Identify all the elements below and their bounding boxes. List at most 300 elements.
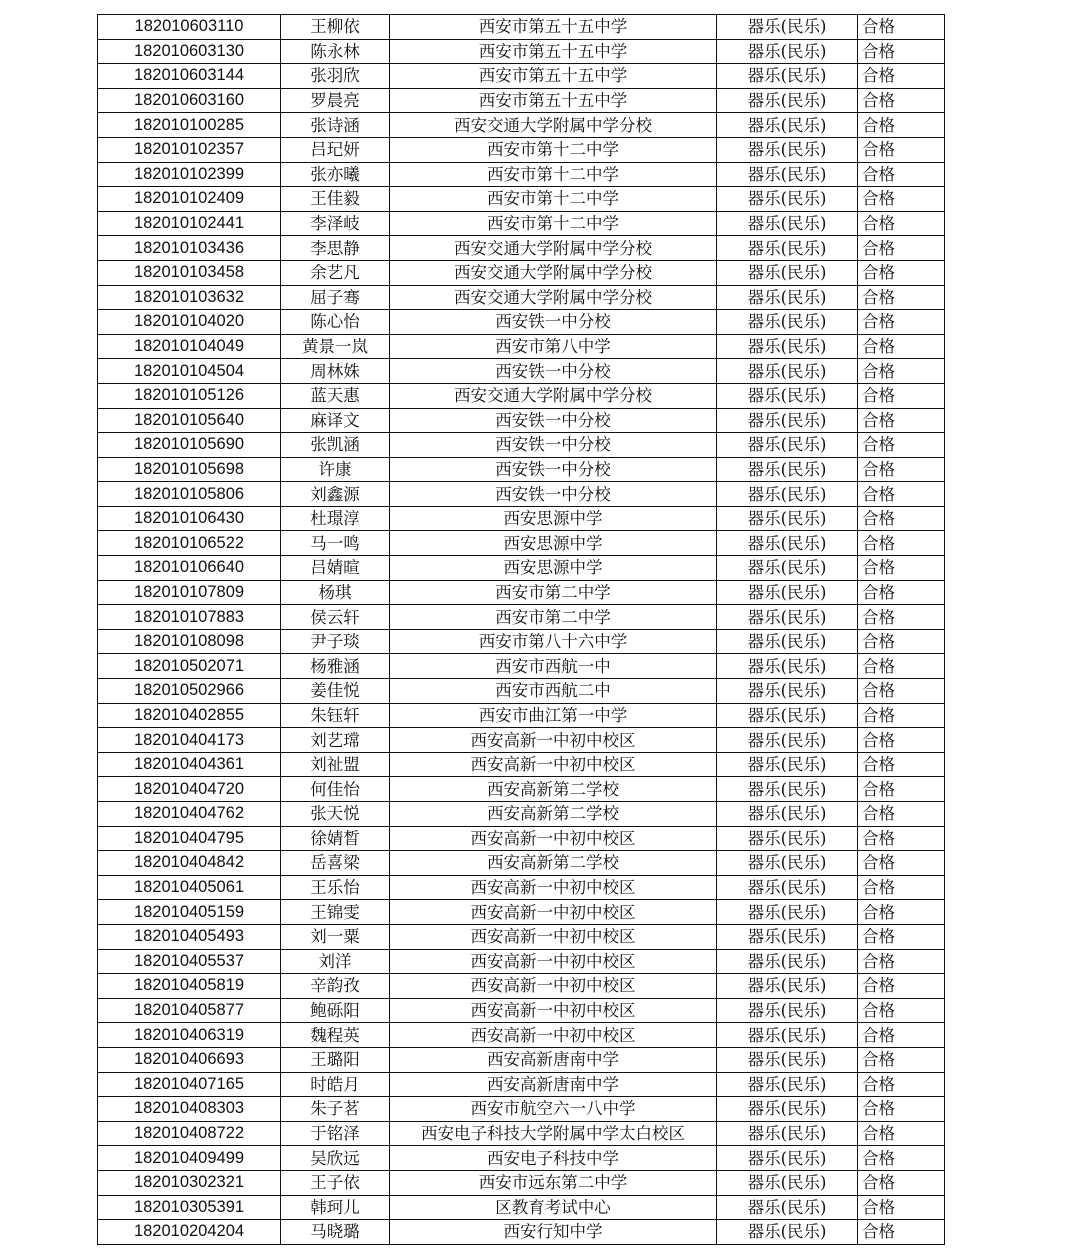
category-cell: 器乐(民乐)	[717, 777, 858, 802]
category-cell: 器乐(民乐)	[717, 285, 858, 310]
exam-id-cell: 182010404361	[98, 752, 281, 777]
school-cell: 西安铁一中分校	[390, 359, 717, 384]
result-cell: 合格	[858, 605, 945, 630]
table-row	[98, 433, 945, 458]
table-row	[98, 162, 945, 187]
table-row	[98, 531, 945, 556]
school-cell: 西安高新唐南中学	[390, 1072, 717, 1097]
category-cell: 器乐(民乐)	[717, 974, 858, 999]
result-cell: 合格	[858, 310, 945, 335]
school-cell: 西安交通大学附属中学分校	[390, 285, 717, 310]
exam-id-cell: 182010404762	[98, 802, 281, 827]
exam-id-cell: 182010502966	[98, 679, 281, 704]
school-cell: 西安铁一中分校	[390, 482, 717, 507]
table-row	[98, 187, 945, 212]
category-cell: 器乐(民乐)	[717, 260, 858, 285]
student-name-cell: 王柳依	[281, 15, 390, 40]
student-name-cell: 朱钰轩	[281, 703, 390, 728]
student-name-cell: 韩珂儿	[281, 1195, 390, 1220]
school-cell: 西安电子科技中学	[390, 1146, 717, 1171]
category-cell: 器乐(民乐)	[717, 1220, 858, 1245]
school-cell: 西安高新一中初中校区	[390, 826, 717, 851]
result-cell: 合格	[858, 802, 945, 827]
student-name-cell: 岳喜梁	[281, 851, 390, 876]
result-cell: 合格	[858, 187, 945, 212]
exam-id-cell: 182010406693	[98, 1047, 281, 1072]
result-cell: 合格	[858, 1023, 945, 1048]
student-name-cell: 王乐怡	[281, 875, 390, 900]
table-row	[98, 113, 945, 138]
category-cell: 器乐(民乐)	[717, 137, 858, 162]
table-row	[98, 851, 945, 876]
student-name-cell: 陈永林	[281, 39, 390, 64]
table-row	[98, 900, 945, 925]
result-cell: 合格	[858, 851, 945, 876]
exam-id-cell: 182010402855	[98, 703, 281, 728]
table-row	[98, 826, 945, 851]
category-cell: 器乐(民乐)	[717, 826, 858, 851]
exam-id-cell: 182010104020	[98, 310, 281, 335]
table-row	[98, 580, 945, 605]
school-cell: 西安铁一中分校	[390, 457, 717, 482]
result-cell: 合格	[858, 162, 945, 187]
exam-id-cell: 182010603130	[98, 39, 281, 64]
school-cell: 西安市航空六一八中学	[390, 1097, 717, 1122]
table-row	[98, 359, 945, 384]
exam-id-cell: 182010105690	[98, 433, 281, 458]
student-name-cell: 蓝天惠	[281, 383, 390, 408]
result-cell: 合格	[858, 137, 945, 162]
student-name-cell: 朱子茗	[281, 1097, 390, 1122]
school-cell: 西安高新第二学校	[390, 851, 717, 876]
exam-id-cell: 182010103436	[98, 236, 281, 261]
student-name-cell: 马一鸣	[281, 531, 390, 556]
result-cell: 合格	[858, 531, 945, 556]
school-cell: 西安市第五十五中学	[390, 88, 717, 113]
category-cell: 器乐(民乐)	[717, 506, 858, 531]
exam-id-cell: 182010102357	[98, 137, 281, 162]
table-row	[98, 310, 945, 335]
result-cell: 合格	[858, 900, 945, 925]
exam-id-cell: 182010104049	[98, 334, 281, 359]
exam-id-cell: 182010405159	[98, 900, 281, 925]
exam-id-cell: 182010405877	[98, 998, 281, 1023]
student-name-cell: 姜佳悦	[281, 679, 390, 704]
student-name-cell: 余艺凡	[281, 260, 390, 285]
category-cell: 器乐(民乐)	[717, 1097, 858, 1122]
result-cell: 合格	[858, 998, 945, 1023]
category-cell: 器乐(民乐)	[717, 679, 858, 704]
school-cell: 西安市远东第二中学	[390, 1170, 717, 1195]
school-cell: 西安市第十二中学	[390, 187, 717, 212]
exam-id-cell: 182010404173	[98, 728, 281, 753]
category-cell: 器乐(民乐)	[717, 654, 858, 679]
school-cell: 西安市西航二中	[390, 679, 717, 704]
table-row	[98, 236, 945, 261]
exam-id-cell: 182010603110	[98, 15, 281, 40]
category-cell: 器乐(民乐)	[717, 1195, 858, 1220]
table-row	[98, 998, 945, 1023]
table-row	[98, 1072, 945, 1097]
category-cell: 器乐(民乐)	[717, 310, 858, 335]
school-cell: 西安行知中学	[390, 1220, 717, 1245]
result-cell: 合格	[858, 728, 945, 753]
school-cell: 西安市西航一中	[390, 654, 717, 679]
result-cell: 合格	[858, 1195, 945, 1220]
student-name-cell: 杜璟淳	[281, 506, 390, 531]
category-cell: 器乐(民乐)	[717, 113, 858, 138]
exam-id-cell: 182010102409	[98, 187, 281, 212]
school-cell: 西安思源中学	[390, 556, 717, 581]
table-row	[98, 408, 945, 433]
school-cell: 西安电子科技大学附属中学太白校区	[390, 1121, 717, 1146]
exam-id-cell: 182010105806	[98, 482, 281, 507]
student-name-cell: 杨琪	[281, 580, 390, 605]
school-cell: 西安高新一中初中校区	[390, 924, 717, 949]
student-name-cell: 王子依	[281, 1170, 390, 1195]
table-row	[98, 924, 945, 949]
result-cell: 合格	[858, 556, 945, 581]
category-cell: 器乐(民乐)	[717, 900, 858, 925]
table-row	[98, 802, 945, 827]
result-cell: 合格	[858, 629, 945, 654]
student-name-cell: 王璐阳	[281, 1047, 390, 1072]
exam-id-cell: 182010107809	[98, 580, 281, 605]
exam-id-cell: 182010305391	[98, 1195, 281, 1220]
table-row	[98, 137, 945, 162]
table-row	[98, 777, 945, 802]
result-cell: 合格	[858, 334, 945, 359]
student-name-cell: 于铭泽	[281, 1121, 390, 1146]
school-cell: 西安高新一中初中校区	[390, 752, 717, 777]
table-row	[98, 974, 945, 999]
category-cell: 器乐(民乐)	[717, 457, 858, 482]
exam-id-cell: 182010603160	[98, 88, 281, 113]
result-cell: 合格	[858, 285, 945, 310]
table-row	[98, 1047, 945, 1072]
result-cell: 合格	[858, 482, 945, 507]
results-table	[97, 14, 945, 1245]
category-cell: 器乐(民乐)	[717, 1047, 858, 1072]
student-name-cell: 周林姝	[281, 359, 390, 384]
category-cell: 器乐(民乐)	[717, 359, 858, 384]
student-name-cell: 辛韵孜	[281, 974, 390, 999]
exam-id-cell: 182010408303	[98, 1097, 281, 1122]
exam-id-cell: 182010407165	[98, 1072, 281, 1097]
student-name-cell: 杨雅涵	[281, 654, 390, 679]
result-cell: 合格	[858, 1220, 945, 1245]
student-name-cell: 张亦曦	[281, 162, 390, 187]
result-cell: 合格	[858, 64, 945, 89]
exam-id-cell: 182010406319	[98, 1023, 281, 1048]
school-cell: 西安市第二中学	[390, 580, 717, 605]
student-name-cell: 李泽岐	[281, 211, 390, 236]
school-cell: 西安高新一中初中校区	[390, 875, 717, 900]
category-cell: 器乐(民乐)	[717, 211, 858, 236]
school-cell: 西安市第五十五中学	[390, 64, 717, 89]
category-cell: 器乐(民乐)	[717, 851, 858, 876]
table-row	[98, 39, 945, 64]
result-cell: 合格	[858, 1146, 945, 1171]
result-cell: 合格	[858, 260, 945, 285]
category-cell: 器乐(民乐)	[717, 752, 858, 777]
category-cell: 器乐(民乐)	[717, 162, 858, 187]
student-name-cell: 李思静	[281, 236, 390, 261]
exam-id-cell: 182010103632	[98, 285, 281, 310]
category-cell: 器乐(民乐)	[717, 629, 858, 654]
table-row	[98, 285, 945, 310]
category-cell: 器乐(民乐)	[717, 556, 858, 581]
exam-id-cell: 182010105126	[98, 383, 281, 408]
table-row	[98, 383, 945, 408]
result-cell: 合格	[858, 679, 945, 704]
category-cell: 器乐(民乐)	[717, 1146, 858, 1171]
table-row	[98, 703, 945, 728]
category-cell: 器乐(民乐)	[717, 703, 858, 728]
table-row	[98, 629, 945, 654]
exam-id-cell: 182010405061	[98, 875, 281, 900]
result-cell: 合格	[858, 752, 945, 777]
result-cell: 合格	[858, 506, 945, 531]
table-row	[98, 457, 945, 482]
result-cell: 合格	[858, 1072, 945, 1097]
exam-id-cell: 182010405819	[98, 974, 281, 999]
category-cell: 器乐(民乐)	[717, 1072, 858, 1097]
exam-id-cell: 182010106522	[98, 531, 281, 556]
category-cell: 器乐(民乐)	[717, 728, 858, 753]
school-cell: 西安市第五十五中学	[390, 39, 717, 64]
result-cell: 合格	[858, 457, 945, 482]
table-row	[98, 1220, 945, 1245]
school-cell: 西安思源中学	[390, 506, 717, 531]
category-cell: 器乐(民乐)	[717, 187, 858, 212]
category-cell: 器乐(民乐)	[717, 998, 858, 1023]
result-cell: 合格	[858, 383, 945, 408]
table-row	[98, 1195, 945, 1220]
exam-id-cell: 182010105640	[98, 408, 281, 433]
table-row	[98, 211, 945, 236]
table-row	[98, 728, 945, 753]
result-cell: 合格	[858, 236, 945, 261]
table-row	[98, 654, 945, 679]
table-row	[98, 605, 945, 630]
category-cell: 器乐(民乐)	[717, 236, 858, 261]
exam-id-cell: 182010107883	[98, 605, 281, 630]
student-name-cell: 黄景一岚	[281, 334, 390, 359]
table-row	[98, 752, 945, 777]
student-name-cell: 尹子琰	[281, 629, 390, 654]
table-row	[98, 1146, 945, 1171]
school-cell: 区教育考试中心	[390, 1195, 717, 1220]
exam-id-cell: 182010106640	[98, 556, 281, 581]
exam-id-cell: 182010302321	[98, 1170, 281, 1195]
school-cell: 西安市第十二中学	[390, 162, 717, 187]
student-name-cell: 马晓璐	[281, 1220, 390, 1245]
school-cell: 西安市第八十六中学	[390, 629, 717, 654]
school-cell: 西安交通大学附属中学分校	[390, 260, 717, 285]
result-cell: 合格	[858, 924, 945, 949]
table-row	[98, 260, 945, 285]
student-name-cell: 张诗涵	[281, 113, 390, 138]
category-cell: 器乐(民乐)	[717, 408, 858, 433]
student-name-cell: 王佳毅	[281, 187, 390, 212]
table-row	[98, 15, 945, 40]
school-cell: 西安高新一中初中校区	[390, 900, 717, 925]
table-row	[98, 334, 945, 359]
exam-id-cell: 182010405537	[98, 949, 281, 974]
student-name-cell: 徐婧晳	[281, 826, 390, 851]
result-cell: 合格	[858, 15, 945, 40]
exam-id-cell: 182010204204	[98, 1220, 281, 1245]
student-name-cell: 刘洋	[281, 949, 390, 974]
school-cell: 西安思源中学	[390, 531, 717, 556]
category-cell: 器乐(民乐)	[717, 1170, 858, 1195]
table-row	[98, 88, 945, 113]
result-cell: 合格	[858, 949, 945, 974]
school-cell: 西安高新第二学校	[390, 802, 717, 827]
table-row	[98, 875, 945, 900]
student-name-cell: 刘艺瑺	[281, 728, 390, 753]
table-row	[98, 949, 945, 974]
category-cell: 器乐(民乐)	[717, 334, 858, 359]
student-name-cell: 刘祉盟	[281, 752, 390, 777]
student-name-cell: 罗晨亮	[281, 88, 390, 113]
student-name-cell: 吕婧暄	[281, 556, 390, 581]
category-cell: 器乐(民乐)	[717, 1023, 858, 1048]
student-name-cell: 张天悦	[281, 802, 390, 827]
exam-id-cell: 182010502071	[98, 654, 281, 679]
school-cell: 西安交通大学附属中学分校	[390, 383, 717, 408]
school-cell: 西安铁一中分校	[390, 310, 717, 335]
category-cell: 器乐(民乐)	[717, 15, 858, 40]
result-cell: 合格	[858, 113, 945, 138]
exam-id-cell: 182010100285	[98, 113, 281, 138]
result-cell: 合格	[858, 1121, 945, 1146]
result-cell: 合格	[858, 974, 945, 999]
school-cell: 西安交通大学附属中学分校	[390, 113, 717, 138]
table-row	[98, 1023, 945, 1048]
result-cell: 合格	[858, 433, 945, 458]
result-cell: 合格	[858, 359, 945, 384]
student-name-cell: 魏程英	[281, 1023, 390, 1048]
school-cell: 西安市曲江第一中学	[390, 703, 717, 728]
school-cell: 西安市第十二中学	[390, 137, 717, 162]
exam-id-cell: 182010405493	[98, 924, 281, 949]
result-cell: 合格	[858, 875, 945, 900]
table-row	[98, 1097, 945, 1122]
category-cell: 器乐(民乐)	[717, 802, 858, 827]
exam-id-cell: 182010106430	[98, 506, 281, 531]
category-cell: 器乐(民乐)	[717, 924, 858, 949]
school-cell: 西安高新一中初中校区	[390, 974, 717, 999]
table-row	[98, 1170, 945, 1195]
exam-id-cell: 182010102399	[98, 162, 281, 187]
student-name-cell: 吴欣远	[281, 1146, 390, 1171]
table-row	[98, 556, 945, 581]
exam-id-cell: 182010404842	[98, 851, 281, 876]
student-name-cell: 张羽欣	[281, 64, 390, 89]
exam-id-cell: 182010105698	[98, 457, 281, 482]
category-cell: 器乐(民乐)	[717, 1121, 858, 1146]
result-cell: 合格	[858, 211, 945, 236]
exam-id-cell: 182010108098	[98, 629, 281, 654]
school-cell: 西安高新一中初中校区	[390, 1023, 717, 1048]
category-cell: 器乐(民乐)	[717, 949, 858, 974]
exam-id-cell: 182010104504	[98, 359, 281, 384]
category-cell: 器乐(民乐)	[717, 433, 858, 458]
result-cell: 合格	[858, 39, 945, 64]
table-row	[98, 679, 945, 704]
result-cell: 合格	[858, 1097, 945, 1122]
student-name-cell: 王锦雯	[281, 900, 390, 925]
school-cell: 西安交通大学附属中学分校	[390, 236, 717, 261]
student-name-cell: 刘一粟	[281, 924, 390, 949]
table-row	[98, 1121, 945, 1146]
school-cell: 西安市第十二中学	[390, 211, 717, 236]
student-name-cell: 鲍砾阳	[281, 998, 390, 1023]
school-cell: 西安高新第二学校	[390, 777, 717, 802]
school-cell: 西安市第二中学	[390, 605, 717, 630]
category-cell: 器乐(民乐)	[717, 64, 858, 89]
table-row	[98, 506, 945, 531]
exam-id-cell: 182010404720	[98, 777, 281, 802]
school-cell: 西安铁一中分校	[390, 408, 717, 433]
category-cell: 器乐(民乐)	[717, 88, 858, 113]
exam-id-cell: 182010603144	[98, 64, 281, 89]
exam-id-cell: 182010409499	[98, 1146, 281, 1171]
student-name-cell: 刘鑫源	[281, 482, 390, 507]
result-cell: 合格	[858, 88, 945, 113]
result-cell: 合格	[858, 654, 945, 679]
student-name-cell: 张凯涵	[281, 433, 390, 458]
result-cell: 合格	[858, 408, 945, 433]
category-cell: 器乐(民乐)	[717, 605, 858, 630]
category-cell: 器乐(民乐)	[717, 482, 858, 507]
exam-id-cell: 182010103458	[98, 260, 281, 285]
table-row	[98, 482, 945, 507]
student-name-cell: 侯云轩	[281, 605, 390, 630]
student-name-cell: 何佳怡	[281, 777, 390, 802]
exam-id-cell: 182010102441	[98, 211, 281, 236]
category-cell: 器乐(民乐)	[717, 531, 858, 556]
category-cell: 器乐(民乐)	[717, 39, 858, 64]
student-name-cell: 时皓月	[281, 1072, 390, 1097]
result-cell: 合格	[858, 1170, 945, 1195]
category-cell: 器乐(民乐)	[717, 875, 858, 900]
school-cell: 西安高新唐南中学	[390, 1047, 717, 1072]
result-cell: 合格	[858, 1047, 945, 1072]
student-name-cell: 麻译文	[281, 408, 390, 433]
exam-id-cell: 182010408722	[98, 1121, 281, 1146]
category-cell: 器乐(民乐)	[717, 383, 858, 408]
result-cell: 合格	[858, 777, 945, 802]
student-name-cell: 吕玘妍	[281, 137, 390, 162]
school-cell: 西安高新一中初中校区	[390, 949, 717, 974]
results-table-body	[98, 15, 945, 1245]
category-cell: 器乐(民乐)	[717, 580, 858, 605]
school-cell: 西安高新一中初中校区	[390, 728, 717, 753]
exam-id-cell: 182010404795	[98, 826, 281, 851]
result-cell: 合格	[858, 703, 945, 728]
student-name-cell: 屈子骞	[281, 285, 390, 310]
school-cell: 西安铁一中分校	[390, 433, 717, 458]
result-cell: 合格	[858, 826, 945, 851]
school-cell: 西安高新一中初中校区	[390, 998, 717, 1023]
school-cell: 西安市第八中学	[390, 334, 717, 359]
result-cell: 合格	[858, 580, 945, 605]
student-name-cell: 许康	[281, 457, 390, 482]
table-row	[98, 64, 945, 89]
